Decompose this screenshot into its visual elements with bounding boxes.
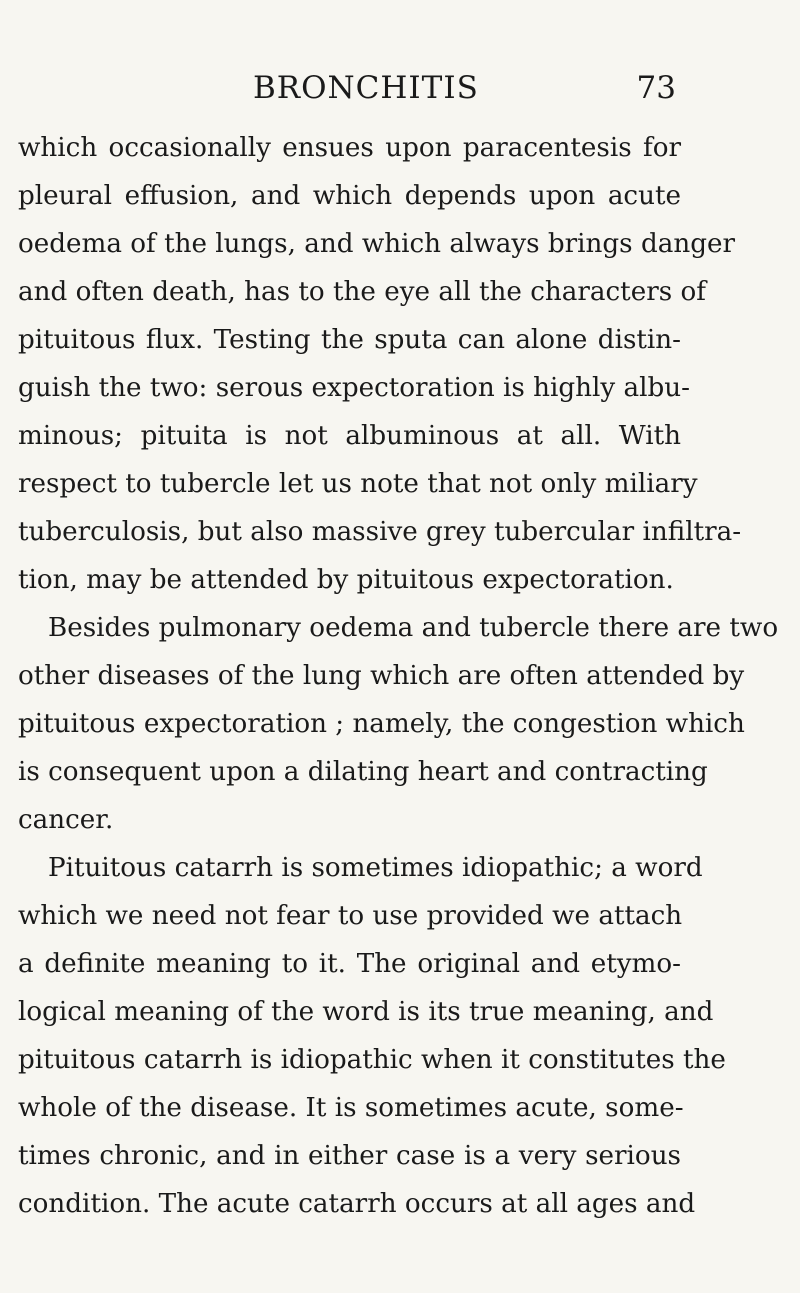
text-line: other diseases of the lung which are often attended by (18, 661, 745, 691)
text-line: pituitous catarrh is idiopathic when it constitutes the (18, 1045, 726, 1075)
text-line: guish the two: serous expectoration is highly albu- (18, 373, 690, 403)
text-line: pituitous expectoration ; namely, the congestion which (18, 709, 745, 739)
text-line: tion, may be attended by pituitous expectoration. (18, 565, 674, 595)
text-line: tuberculosis, but also massive grey tubercular infiltra- (18, 517, 742, 547)
text-line: minous; pituita is not albuminous at all. With (18, 421, 681, 451)
text-line: cancer. (18, 805, 114, 835)
text-line: respect to tubercle let us note that not only miliary (18, 469, 698, 499)
text-line: which occasionally ensues upon paracentesis for (18, 133, 681, 163)
page-number: 73 (636, 70, 676, 106)
running-head (0, 66, 800, 110)
text-line: times chronic, and in either case is a very serious (18, 1141, 681, 1171)
text-line: Besides pulmonary oedema and tubercle there are two (48, 613, 779, 643)
running-title: BRONCHITIS (253, 70, 479, 106)
text-line: and often death, has to the eye all the characters of (18, 277, 706, 307)
text-line: oedema of the lungs, and which always brings danger (18, 229, 735, 259)
text-line: pituitous flux. Testing the sputa can alone distin- (18, 325, 681, 355)
text-line: a definite meaning to it. The original and etymo- (18, 949, 681, 979)
text-line: is consequent upon a dilating heart and contracting (18, 757, 708, 787)
text-line: pleural effusion, and which depends upon acute (18, 181, 681, 211)
text-line: Pituitous catarrh is sometimes idiopathic; a word (48, 853, 703, 883)
text-line: which we need not fear to use provided we attach (18, 901, 683, 931)
text-line: whole of the disease. It is sometimes acute, some- (18, 1093, 684, 1123)
text-line: logical meaning of the word is its true meaning, and (18, 997, 714, 1027)
text-line: condition. The acute catarrh occurs at all ages and (18, 1189, 696, 1219)
